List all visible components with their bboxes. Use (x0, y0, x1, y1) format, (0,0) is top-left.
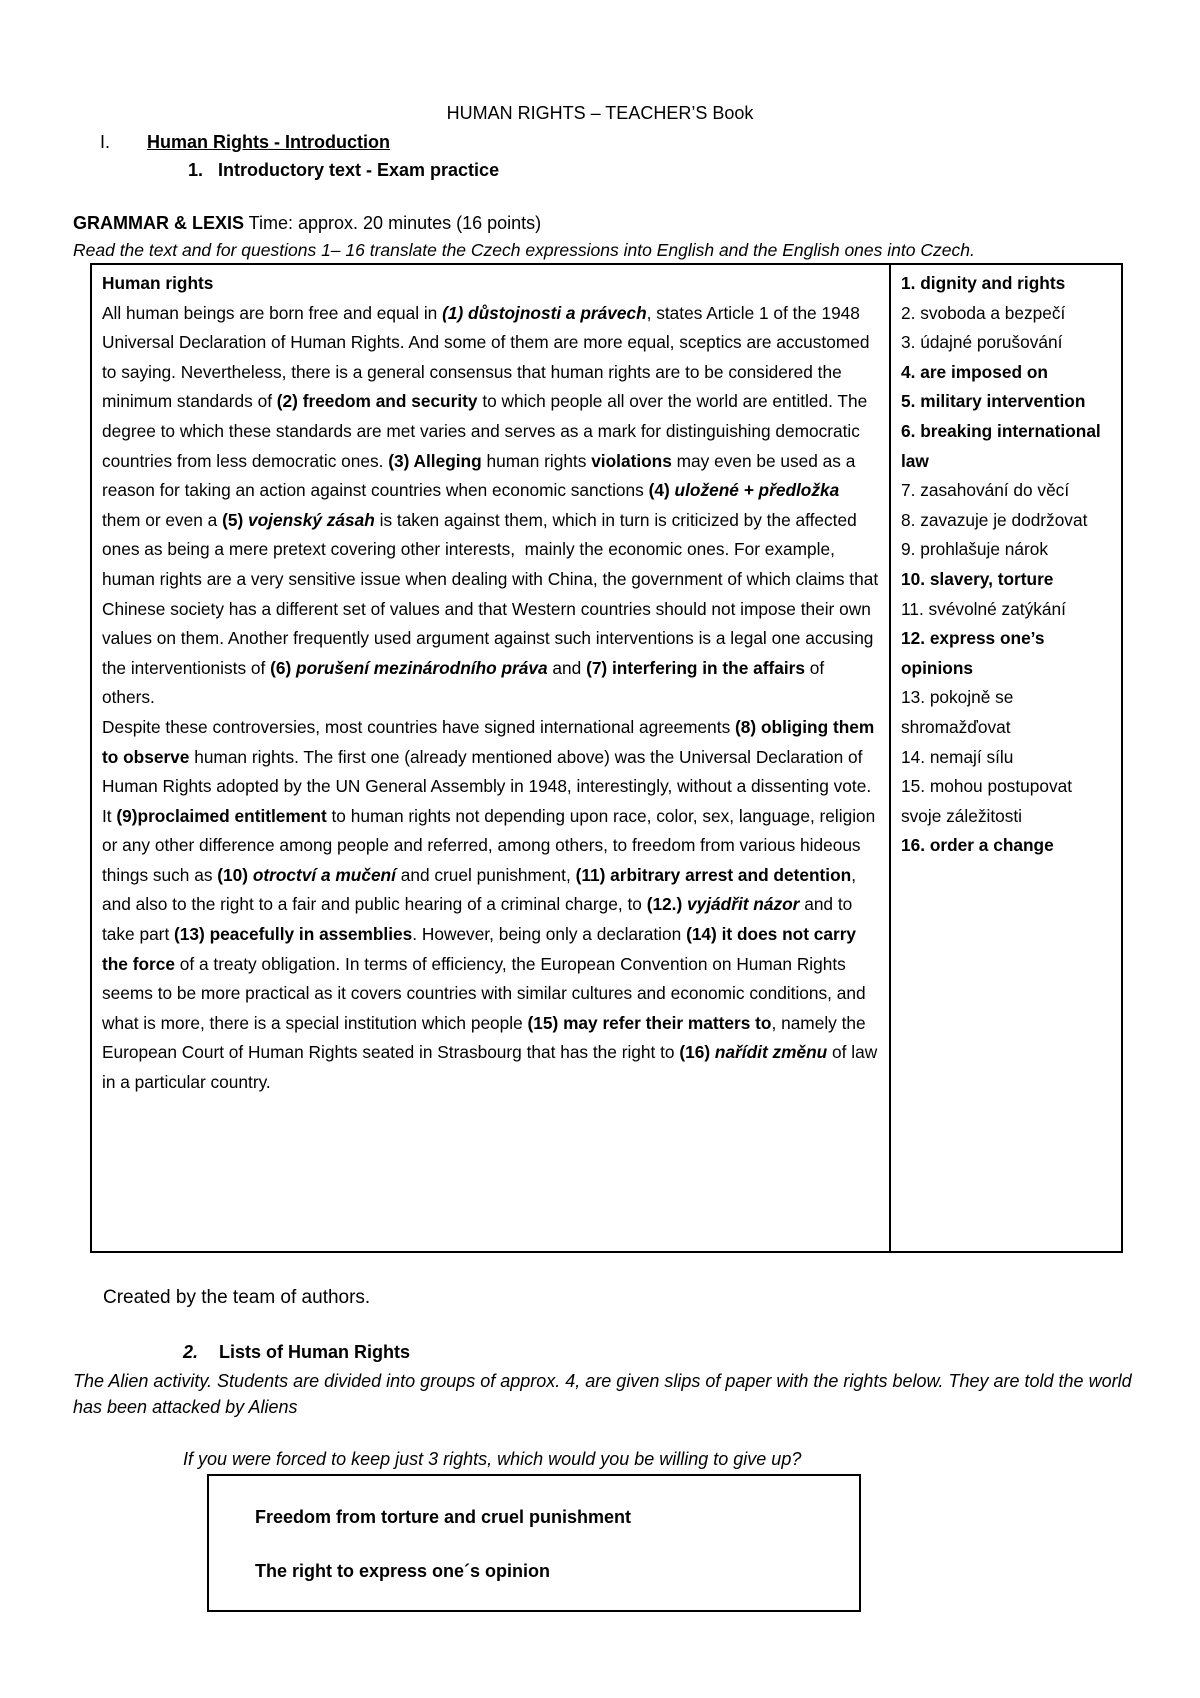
alien-activity: The Alien activity. Students are divided into groups of approx. 4, are given slips of paper with the rights below. They are told the world has been attacked by Aliens (73, 1371, 1132, 1417)
instructions: Read the text and for questions 1– 16 translate the Czech expressions into English and the English ones into Czech. (73, 240, 975, 260)
answer-5: 5. military intervention (901, 391, 1086, 412)
answer-key-cell (890, 264, 1122, 1252)
answer-14: 14. nemají sílu (901, 746, 1014, 767)
subsection-number: 1. (188, 160, 204, 180)
section-heading-1 (100, 131, 390, 154)
answer-1: 1. dignity and rights (901, 273, 1066, 293)
section-number: I. (100, 132, 111, 152)
created-by: Created by the team of authors. (103, 1287, 371, 1308)
section-title: Human Rights - Introduction (147, 132, 390, 152)
subsection-heading-1 (188, 159, 499, 182)
subsection-title: Introductory text - Exam practice (218, 160, 500, 180)
answer-9: 9. prohlašuje nárok (901, 539, 1048, 560)
text-paragraph-1: All human beings are born free and equal in (1) důstojnosti a právech, states Article 1 of the 1948 Universal Declaration of Human Rights. And some of them are more equal, sceptics are accustomed to saying. Nevertheless, there is a general consensus that human rights are to be considered the minimum standards of (2) freedom and security to which people all over the world are entitled. The degree to which these standards are met varies and serves as a mark for distinguishing democratic countries from less democratic ones. (3) Alleging human rights violations may even be used as a reason for taking an action against countries when economic sanctions (4) uložené + předložka them or even a (5) vojenský zásah is taken against them, which in turn is criticized by the affected ones as being a mere pretext covering other interests, mainly the economic ones. For example, human rights are a very sensitive issue when dealing with China, the government of which claims that Chinese society has a different set of values and that Western countries should not impose their own values on them. Another frequently used argument against such interventions is a legal one accusing the interventionists of (6) porušení mezinárodního práva and (7) interfering in the affairs of others. (102, 302, 879, 708)
answer-16: 16. order a change (901, 835, 1054, 856)
exercise-table (90, 263, 1123, 1253)
subsection-title: Lists of Human Rights (219, 1342, 411, 1362)
grammar-time: Time: approx. 20 minutes (16 points) (244, 213, 542, 233)
answer-2: 2. svoboda a bezpečí (901, 302, 1066, 323)
exercise-text-cell (91, 264, 890, 1252)
right-item: Freedom from torture and cruel punishment (255, 1507, 632, 1527)
grammar-line (73, 212, 541, 235)
grammar-label: GRAMMAR & LEXIS (73, 213, 244, 233)
page-title: HUMAN RIGHTS – TEACHER’S Book (446, 103, 754, 123)
answer-6: 6. breaking international law (901, 420, 1101, 471)
answer-12: 12. express one’s opinions (901, 628, 1045, 678)
exercise-text (102, 299, 879, 1098)
text-heading: Human rights (102, 273, 214, 293)
answer-10: 10. slavery, torture (901, 568, 1054, 589)
answer-8: 8. zavazuje je dodržovat (901, 509, 1088, 530)
rights-box (207, 1474, 861, 1612)
answer-15: 15. mohou postupovat svoje záležitosti (901, 776, 1073, 826)
answer-3: 3. údajné porušování (901, 332, 1063, 353)
answer-13: 13. pokojně se shromažďovat (901, 687, 1014, 737)
text-paragraph-2: Despite these controversies, most countries have signed international agreements (8) obliging them to observe human rights. The first one (already mentioned above) was the Universal Declaration of Human Rights adopted by the UN General Assembly in 1948, interestingly, without a dissenting vote. It (9)proclaimed entitlement to human rights not depending upon race, color, sex, language, religion or any other difference among people and referred, among others, to freedom from various hideous things such as (10) otroctví a mučení and cruel punishment, (11) arbitrary arrest and detention, and also to the right to a fair and public hearing of a criminal charge, to (12.) vyjádřit názor and to take part (13) peacefully in assemblies. However, being only a declaration (14) it does not carry the force of a treaty obligation. In terms of efficiency, the European Convention on Human Rights seems to be more practical as it covers countries with similar cultures and economic conditions, and what is more, there is a special institution which people (15) may refer their matters to, namely the European Court of Human Rights seated in Strasbourg that has the right to (16) nařídit změnu of law in a particular country. (102, 716, 878, 1093)
subsection-number: 2. (183, 1342, 199, 1362)
subsection-heading-2 (183, 1341, 410, 1364)
answer-4: 4. are imposed on (901, 361, 1048, 382)
answer-7: 7. zasahování do věcí (901, 480, 1070, 501)
right-item: The right to express one´s opinion (255, 1561, 551, 1581)
answer-11: 11. svévolné zatýkání (901, 598, 1066, 619)
question: If you were forced to keep just 3 rights, which would you be willing to give up? (183, 1449, 802, 1469)
